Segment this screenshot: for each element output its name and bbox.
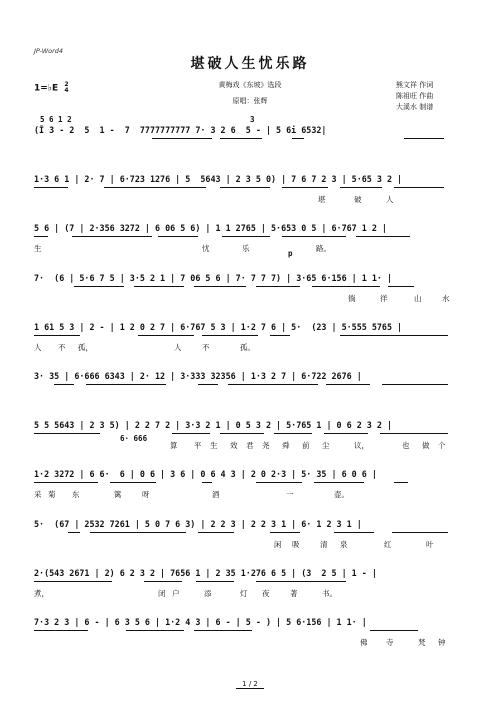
lyric-char: 也 (402, 441, 410, 451)
lyric-row (34, 489, 448, 501)
beam-line (314, 482, 364, 483)
beam-line (340, 335, 448, 336)
lyric-char: 梵 (418, 638, 426, 647)
notation-text: 1 61 5 3 | 2 - | 1 2 0 2 7 | 6·767 5 3 | 1·2 7 6 | 5· (23 | 5·555 5765 | (34, 321, 403, 332)
lyric-char: 水 (442, 293, 450, 303)
lyric-row (34, 293, 448, 305)
beam-line (220, 138, 262, 139)
lyric-char: 壶。 (334, 490, 349, 500)
beam-line (220, 433, 264, 434)
beam-lines (34, 482, 448, 488)
lyric-char: 酒 (212, 490, 220, 500)
lyric-row (34, 440, 448, 452)
notation-text: 1·2 3272 | 6 6· 6 | 0 6 | 3 6 | 0 6 4 3 | 2 0 2·3 | 5· 35 | 6 0 6 | (34, 469, 377, 480)
lyric-char: 菊 (48, 490, 56, 500)
page-footer (0, 680, 500, 688)
notation-text: 1·3 6 1 | 2· 7 | 6·723 1276 | 5 5643 | 2 3 5 0) | 7 6 7 2 3 | 5·65 3 2 | (34, 174, 403, 185)
lyricist-credit: 熊文祥 作词 (396, 81, 434, 89)
notation-text: 5· (67 | 2532 7261 | 5 0 7 6 3) | 2 2 3 | 2 2 3 1 | 6· 1 2 3 1 | (34, 518, 362, 529)
beam-line (282, 236, 346, 237)
grace-notes: 5 6 1 2 (40, 115, 72, 124)
lyric-row (34, 145, 448, 157)
lyric-row (34, 243, 448, 255)
lyric-char: 吸 (292, 539, 300, 549)
beam-line (274, 433, 312, 434)
time-bottom: 4 (64, 87, 69, 94)
lyric-char: 不 (58, 342, 66, 352)
doc-tag: JP-Word4 (34, 47, 64, 55)
lyric-char: 人 (34, 342, 42, 352)
lyric-char: 舜 (282, 441, 290, 451)
lyric-char: 路。 (316, 244, 331, 254)
beam-line (292, 138, 304, 139)
beam-lines (34, 532, 448, 538)
lyric-char: 钟 (438, 638, 446, 647)
beam-lines (34, 384, 448, 390)
lyric-char: 做 (422, 441, 430, 451)
lyric-char: 添 (204, 588, 212, 598)
beam-lines (34, 236, 448, 242)
upper-phrase: 6· 666 (120, 434, 148, 443)
dynamic-p: p (288, 249, 293, 258)
lyric-char: 议， (354, 441, 369, 451)
beam-line (202, 335, 258, 336)
beam-line (334, 532, 374, 533)
beam-line (198, 532, 234, 533)
notation-text: 2·(543 2671 | 2) 6 2 3 2 | 7656 1 | 2 35 1·276 6 5 | (3 2 5 | 1 - | (34, 567, 377, 578)
beam-line (34, 581, 112, 582)
beam-line (194, 630, 252, 631)
beam-lines (34, 138, 448, 144)
beam-line (172, 433, 210, 434)
lyric-char: 君 (246, 441, 254, 451)
beam-line (202, 482, 212, 483)
lyric-char: 清 (320, 539, 328, 549)
beam-line (198, 384, 218, 385)
lyric-row (34, 637, 448, 649)
beam-line (326, 384, 370, 385)
lyric-char: 徜 (348, 293, 356, 303)
lyric-char: 徉 (380, 293, 388, 303)
beam-line (256, 581, 346, 582)
beam-lines (34, 187, 448, 193)
beam-line (138, 335, 194, 336)
lyric-char: 生 (34, 244, 42, 254)
lyric-row (34, 539, 448, 551)
triplet-mark: 3 (250, 115, 255, 124)
page-indicator: 1 / 2 (236, 680, 264, 689)
lyric-char: 不 (202, 342, 210, 352)
lyric-row (34, 194, 448, 206)
notation-text: 5 5 5643 | 2 3 5) | 2 2 7 2 | 3·3 2 1 | 0 5 3 2 | 5·765 1 | 0 6 2 3 2 | (34, 420, 392, 431)
beam-line (158, 236, 198, 237)
notation-text: 5 6 | (7 | 2·356 3272 | 6 06 5 6) | 1 1 2765 | 5·653 0 5 | 6·767 1 2 | (34, 223, 387, 234)
lyric-char: 采 (34, 490, 42, 500)
beam-line (270, 335, 290, 336)
beam-line (126, 630, 184, 631)
beam-line (256, 286, 300, 287)
beam-line (340, 187, 382, 188)
lyric-char: 闲 (274, 539, 282, 549)
beam-line (194, 286, 246, 287)
beam-lines (34, 581, 448, 587)
beam-line (388, 286, 414, 287)
lyric-char: 寺 (386, 638, 394, 647)
lyric-char: 人 (174, 342, 182, 352)
beam-line (404, 138, 444, 139)
beam-lines (34, 286, 448, 292)
beam-line (74, 286, 124, 287)
lyric-char: 著 (290, 588, 298, 598)
lyric-char: 一 (286, 490, 294, 500)
lyric-char: 篱 (114, 490, 122, 500)
lyric-char: 前 (302, 441, 310, 451)
lyric-char: 尘 (322, 441, 330, 451)
lyric-char: 山 (414, 293, 422, 303)
lyric-char: 灯 (240, 588, 248, 598)
lyric-char: 破 (354, 195, 362, 205)
lyric-char: 红 (384, 539, 392, 549)
credits (396, 80, 433, 113)
lyric-char: 呀 (142, 490, 150, 500)
beam-line (68, 532, 80, 533)
beam-line (54, 384, 74, 385)
beam-line (324, 433, 368, 434)
lyric-char: 尧 (262, 441, 270, 451)
beam-line (144, 581, 182, 582)
beam-line (86, 384, 166, 385)
beam-line (196, 581, 234, 582)
key-text: 1=♭E (34, 83, 59, 94)
lyric-char: 生 (210, 441, 218, 451)
song-title: 堪破人生忧乐路 (190, 56, 310, 72)
lyric-row (34, 342, 448, 354)
lyric-char: 个 (438, 441, 446, 451)
beam-line (392, 532, 448, 533)
lyric-char: 效 (230, 441, 238, 451)
singer-credit: 原唱：张辉 (232, 97, 268, 105)
beam-line (256, 482, 302, 483)
beam-line (222, 236, 270, 237)
beam-line (380, 433, 448, 434)
lyric-char: 算 (170, 441, 178, 451)
time-top: 2 (64, 81, 69, 88)
notation-text: 3· 35 | 6·666 6343 | 2· 12 | 3·333 32356 | 1·3 2 7 | 6·722 2676 | (34, 371, 362, 381)
lyric-char: 闭 (158, 588, 166, 598)
beam-line (370, 630, 418, 631)
lyric-char: 平 (194, 441, 202, 451)
beam-line (34, 335, 80, 336)
opera-subtitle: 黄梅戏《东坡》选段 (218, 81, 282, 89)
beam-line (34, 236, 48, 237)
notation-text: 7· (6 | 5·6 7 5 | 3·5 2 1 | 7 06 5 6 | 7· 7 7 7) | 3·65 6·156 | 1 1· | (34, 272, 392, 283)
lyric-char: 乐 (242, 244, 250, 254)
beam-line (72, 236, 152, 237)
beam-line (104, 187, 206, 188)
beam-line (34, 187, 68, 188)
beam-line (394, 187, 444, 188)
beam-line (220, 187, 270, 188)
beam-line (134, 286, 184, 287)
beam-line (228, 384, 318, 385)
beam-line (34, 630, 88, 631)
beam-line (152, 138, 212, 139)
beam-line (110, 482, 156, 483)
lyric-char: 书。 (322, 588, 337, 598)
lyric-char: 人 (386, 195, 394, 205)
transcriber-credit: 大溪水 制谱 (396, 103, 434, 111)
lyric-row (34, 391, 448, 403)
beam-lines (34, 630, 448, 636)
beam-line (312, 286, 380, 287)
lyric-char: 夜 (262, 588, 270, 598)
lyric-char: 泉 (340, 539, 348, 549)
notation-text: 7·3 2 3 | 6 - | 6 3 5 6 | 1·2 4 3 | 6 - | 5 - ) | 5 6·156 | 1 1· | (34, 617, 367, 627)
lyric-char: 孤。 (240, 342, 255, 352)
lyric-row (34, 588, 448, 600)
lyric-char: 户 (172, 588, 180, 598)
beam-line (356, 236, 410, 237)
beam-line (382, 384, 448, 385)
lyric-char: 叶 (426, 539, 434, 549)
lyric-char: 佛 (360, 638, 368, 647)
beam-line (270, 532, 300, 533)
beam-line (394, 482, 408, 483)
beam-line (282, 187, 328, 188)
beam-lines (34, 433, 448, 439)
composer-credit: 陈祖旺 作曲 (396, 92, 434, 100)
lyric-char: 东 (72, 490, 80, 500)
lyric-char: 孤， (78, 342, 93, 352)
notation-text: (Ĩ 3 - 2 5 1 - 7 7777777777 7· 3 2 6 5 - | 5 6i 6532| (34, 125, 327, 135)
beam-line (34, 482, 98, 483)
beam-lines (34, 335, 448, 341)
lyric-char: 煮， (34, 588, 49, 598)
beam-line (34, 433, 100, 434)
lyric-char: 堪 (318, 195, 326, 205)
lyric-char: 忧 (202, 244, 210, 254)
beam-line (90, 532, 186, 533)
